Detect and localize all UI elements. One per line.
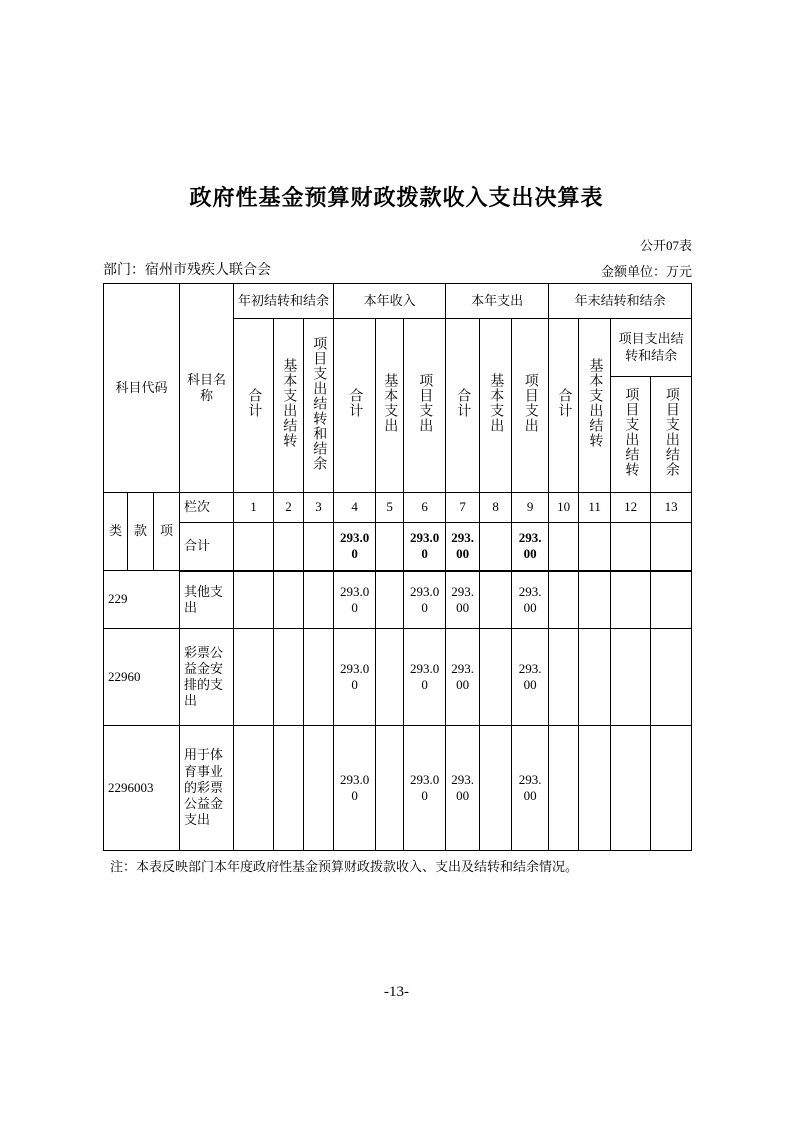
col-number-4: 4 <box>334 493 376 523</box>
header-group-current-year-income: 本年收入 <box>334 284 446 319</box>
cell-total-10 <box>549 523 579 571</box>
header-group-beginning-carryover: 年初结转和结余 <box>234 284 334 319</box>
lanci-label: 栏次 <box>180 493 234 523</box>
table-row-2296003 <box>104 726 692 851</box>
col-number-5: 5 <box>376 493 404 523</box>
cell-total-11 <box>579 523 611 571</box>
cell-229-1 <box>234 571 274 629</box>
cell-229-12 <box>611 571 651 629</box>
cell-22960-9: 293.00 <box>512 629 549 726</box>
cell-total-8 <box>480 523 512 571</box>
cell-229-6: 293.00 <box>404 571 446 629</box>
cell-total-13 <box>651 523 692 571</box>
header-g4-basic-carryover-label: 基本支出结转 <box>587 358 603 449</box>
cell-2296003-3 <box>304 726 334 851</box>
code-part-item: 项 <box>154 493 180 571</box>
unit-label: 金额单位：万元 <box>600 264 692 279</box>
header-g3-project <box>512 319 549 493</box>
cell-2296003-8 <box>480 726 512 851</box>
cell-2296003-2 <box>274 726 304 851</box>
cell-2296003-6: 293.00 <box>404 726 446 851</box>
cell-229-4: 293.00 <box>334 571 376 629</box>
header-g2-total <box>334 319 376 493</box>
col-number-9: 9 <box>512 493 549 523</box>
header-g2-total-label: 合计 <box>347 388 363 419</box>
header-g2-project-label: 项目支出 <box>417 373 433 434</box>
header-g4-basic-carryover <box>579 319 611 493</box>
cell-229-8 <box>480 571 512 629</box>
row-name-2296003: 用于体育事业的彩票公益金支出 <box>180 726 234 851</box>
header-g1-basic-carryover-label: 基本支出结转 <box>281 358 297 449</box>
header-g4-project-carryforward <box>611 377 651 493</box>
header-g3-basic-label: 基本支出 <box>488 373 504 434</box>
cell-229-11 <box>579 571 611 629</box>
cell-22960-12 <box>611 629 651 726</box>
cell-22960-6: 293.00 <box>404 629 446 726</box>
table-row-total <box>104 523 692 571</box>
cell-2296003-5 <box>376 726 404 851</box>
cell-total-1 <box>234 523 274 571</box>
cell-2296003-10 <box>549 726 579 851</box>
header-group-current-year-expenditure: 本年支出 <box>446 284 549 319</box>
row-code-2296003: 2296003 <box>104 726 180 851</box>
form-number: 公开07表 <box>639 238 692 253</box>
col-number-6: 6 <box>404 493 446 523</box>
col-number-13: 13 <box>651 493 692 523</box>
cell-22960-8 <box>480 629 512 726</box>
cell-total-5 <box>376 523 404 571</box>
header-g1-total-label: 合计 <box>246 388 262 419</box>
cell-2296003-11 <box>579 726 611 851</box>
cell-total-7: 293.00 <box>446 523 480 571</box>
col-number-2: 2 <box>274 493 304 523</box>
header-group-yearend-carryover: 年末结转和结余 <box>549 284 692 319</box>
cell-2296003-13 <box>651 726 692 851</box>
cell-22960-3 <box>304 629 334 726</box>
cell-2296003-1 <box>234 726 274 851</box>
header-g2-basic-label: 基本支出 <box>382 373 398 434</box>
code-part-section: 款 <box>128 493 154 571</box>
cell-229-2 <box>274 571 304 629</box>
cell-total-3 <box>304 523 334 571</box>
header-g4-project-balance-label: 项目支出结余 <box>663 387 679 478</box>
cell-total-4: 293.00 <box>334 523 376 571</box>
cell-229-7: 293.00 <box>446 571 480 629</box>
cell-229-13 <box>651 571 692 629</box>
header-g1-basic-carryover <box>274 319 304 493</box>
row-name-229: 其他支出 <box>180 571 234 629</box>
cell-22960-5 <box>376 629 404 726</box>
cell-total-12 <box>611 523 651 571</box>
final-accounts-table <box>103 283 692 851</box>
code-part-class: 类 <box>104 493 128 571</box>
cell-2296003-7: 293.00 <box>446 726 480 851</box>
cell-22960-2 <box>274 629 304 726</box>
header-g2-basic <box>376 319 404 493</box>
page-number: -13- <box>384 984 409 1000</box>
cell-22960-10 <box>549 629 579 726</box>
cell-22960-13 <box>651 629 692 726</box>
header-g4-total <box>549 319 579 493</box>
cell-total-6: 293.00 <box>404 523 446 571</box>
cell-22960-11 <box>579 629 611 726</box>
header-g3-total <box>446 319 480 493</box>
header-g4-project-balance <box>651 377 692 493</box>
cell-229-3 <box>304 571 334 629</box>
header-row-groups <box>104 284 692 319</box>
cell-total-2 <box>274 523 304 571</box>
cell-229-5 <box>376 571 404 629</box>
header-g3-basic <box>480 319 512 493</box>
col-number-3: 3 <box>304 493 334 523</box>
cell-229-9: 293.00 <box>512 571 549 629</box>
header-subject-name: 科目名称 <box>180 284 234 493</box>
col-number-1: 1 <box>234 493 274 523</box>
cell-total-9: 293.00 <box>512 523 549 571</box>
page-title: 政府性基金预算财政拨款收入支出决算表 <box>189 185 604 210</box>
col-number-11: 11 <box>579 493 611 523</box>
header-g1-project-carryover <box>304 319 334 493</box>
row-code-229: 229 <box>104 571 180 629</box>
cell-229-10 <box>549 571 579 629</box>
row-name-22960: 彩票公益金安排的支出 <box>180 629 234 726</box>
cell-22960-7: 293.00 <box>446 629 480 726</box>
col-number-7: 7 <box>446 493 480 523</box>
header-g2-project <box>404 319 446 493</box>
cell-2296003-4: 293.00 <box>334 726 376 851</box>
header-g4-project-carryforward-label: 项目支出结转 <box>623 387 639 478</box>
table-note: 注：本表反映部门本年度政府性基金预算财政拨款收入、支出及结转和结余情况。 <box>110 859 579 874</box>
col-number-12: 12 <box>611 493 651 523</box>
column-number-row <box>104 493 692 523</box>
header-g4-project-subgroup: 项目支出结转和结余 <box>611 319 692 377</box>
header-subject-code: 科目代码 <box>104 284 180 493</box>
department-label: 部门：宿州市残疾人联合会 <box>103 263 271 278</box>
row-code-22960: 22960 <box>104 629 180 726</box>
cell-2296003-12 <box>611 726 651 851</box>
header-g3-project-label: 项目支出 <box>522 373 538 434</box>
header-g1-total <box>234 319 274 493</box>
cell-22960-4: 293.00 <box>334 629 376 726</box>
col-number-10: 10 <box>549 493 579 523</box>
table-row-22960 <box>104 629 692 726</box>
col-number-8: 8 <box>480 493 512 523</box>
cell-2296003-9: 293.00 <box>512 726 549 851</box>
row-name-total: 合计 <box>180 523 234 571</box>
header-g1-project-carryover-label: 项目支出结转和结余 <box>311 335 327 471</box>
cell-22960-1 <box>234 629 274 726</box>
header-g4-total-label: 合计 <box>556 388 572 419</box>
header-g3-total-label: 合计 <box>455 388 471 419</box>
table-row-229 <box>104 571 692 629</box>
